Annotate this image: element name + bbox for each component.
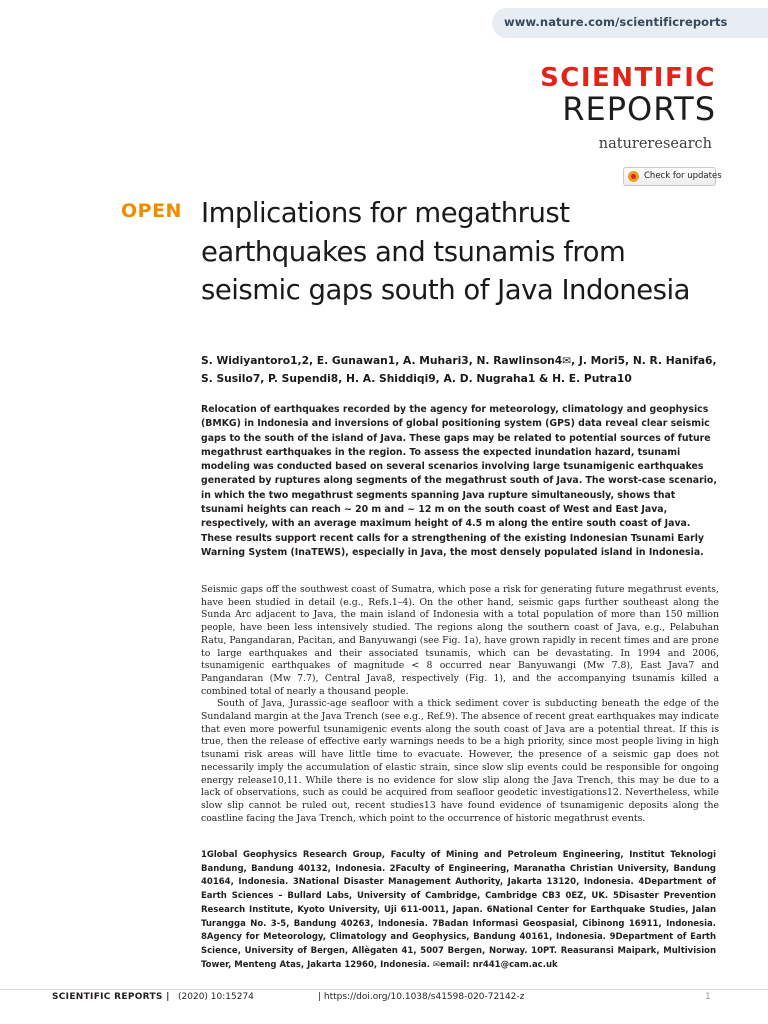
affiliations: 1Global Geophysics Research Group, Faculty of Mining and Petroleum Engineering, Institut Teknologi Bandung, Bandung 40132, Indonesia. 2Faculty of Engineering, Maranatha Christian University, Bandung 40164, Indonesia. 3National Disaster Management Authority, Jakarta 13120, Indonesia. 4Department of Earth Sciences – Bullard Labs, University of Cambridge, Cambridge CB3 0EZ, UK. 5Disaster Prevention Research Institute, Kyoto University, Uji 611-0011, Japan. 6National Center for Earthquake Studies, Jalan Turangga No. 3-5, Bandung 40263, Indonesia. 7Badan Informasi Geospasial, Cibinong 16911, Indonesia. 8Agency for Meteorology, Climatology and Geophysics, Bandung 40161, Indonesia. 9Department of Earth Science, University of Bergen, Allègaten 41, 5007 Bergen, Norway. 10PT. Reasuransi Maipark, Multivision Tower, Menteng Atas, Jakarta 12960, Indonesia. ✉email: nr441@cam.ac.uk xyxy=(201,850,716,970)
brand-line-1: SCIENTIFIC xyxy=(540,63,716,93)
footer-doi-link[interactable]: | https://doi.org/10.1038/s41598-020-72142-z xyxy=(318,992,525,1002)
authors-line-1: S. Widiyantoro1,2, E. Gunawan1, A. Muhari3, N. Rawlinson4✉, J. Mori5, N. R. Hanifa6, xyxy=(201,354,717,367)
footer-citation: (2020) 10:15274 xyxy=(178,992,254,1002)
brand-line-2: REPORTS xyxy=(562,90,716,128)
journal-url-banner[interactable] xyxy=(492,8,768,38)
journal-brand xyxy=(476,64,716,152)
author-list xyxy=(201,352,721,388)
check-for-updates-button[interactable] xyxy=(623,167,722,186)
footer-journal-name: SCIENTIFIC REPORTS | xyxy=(52,992,170,1002)
check-for-updates-label: Check for updates xyxy=(644,171,722,181)
body-paragraph-2: South of Java, Jurassic-age seafloor with a thick sediment cover is subducting beneath the edge of the Sundaland margin at the Java Trench (see e.g., Ref.9). The absence of recent great earthquakes may indicate that even more powerful tsunamigenic events along the south coast of Java are a potential threat. If this is true, then the release of effective early warnings needs to be a high priority, since most people living in high tsunami risk areas will have little time to evacuate. However, the presence of a seismic gap does not necessarily imply the accumulation of elastic strain, since slow slip events could be responsible for ongoing energy release10,11. While there is no evidence for slow slip along the Java Trench, this may be due to a lack of observations, such as could be acquired from seafloor geodetic investigations12. Nevertheless, while slow slip cannot be ruled out, recent studies13 have found evidence of tsunamigenic deposits along the coastline facing the Java Trench, which point to the occurrence of historic megathrust events. xyxy=(201,698,719,824)
page-number: 1 xyxy=(705,992,711,1002)
crossmark-icon xyxy=(628,171,639,182)
article-body xyxy=(201,584,719,825)
footer-divider xyxy=(0,989,768,990)
journal-url[interactable]: www.nature.com/scientificreports xyxy=(504,15,728,29)
article-title: Implications for megathrust earthquakes and tsunamis from seismic gaps south of Java Indonesia xyxy=(201,197,690,306)
abstract: Relocation of earthquakes recorded by the agency for meteorology, climatology and geophysics (BMKG) in Indonesia and inversions of global positioning system (GPS) data reveal clear seismic gaps to the south of the island of Java. These gaps may be related to potential sources of future megathrust earthquakes in the region. To assess the expected inundation hazard, tsunami modeling was conducted based on several scenarios involving large tsunamigenic earthquakes generated by ruptures along segments of the megathrust south of Java. The worst-case scenario, in which the two megathrust segments spanning Java rupture simultaneously, shows that tsunami heights can reach ~ 20 m and ~ 12 m on the south coast of West and East Java, respectively, with an average maximum height of 4.5 m along the entire south coast of Java. These results support recent calls for a strengthening of the existing Indonesian Tsunami Early Warning System (InaTEWS), especially in Java, the most densely populated island in Indonesia. xyxy=(201,404,717,558)
open-access-label: OPEN xyxy=(121,200,182,222)
authors-line-2: S. Susilo7, P. Supendi8, H. A. Shiddiqi9, A. D. Nugraha1 & H. E. Putra10 xyxy=(201,372,632,385)
body-paragraph-1: Seismic gaps off the southwest coast of Sumatra, which pose a risk for generating future megathrust events, have been studied in detail (e.g., Refs.1–4). On the other hand, seismic gaps further southeast along the Sunda Arc adjacent to Java, the main island of Indonesia with a total population of more than 150 million people, have been less intensively studied. The regions along the southern coast of Java, e.g., Pelabuhan Ratu, Pangandaran, Pacitan, and Banyuwangi (see Fig. 1a), have grown rapidly in recent times and are prone to large earthquakes and their associated tsunamis, which can be devastating. In 1994 and 2006, tsunamigenic earthquakes of magnitude < 8 occurred near Banyuwangi (Mw 7.8), East Java7 and Pangandaran (Mw 7.7), Central Java8, respectively (Fig. 1), and the accompanying tsunamis killed a combined total of nearly a thousand people. xyxy=(201,584,719,697)
publisher-name: natureresearch xyxy=(598,136,712,152)
